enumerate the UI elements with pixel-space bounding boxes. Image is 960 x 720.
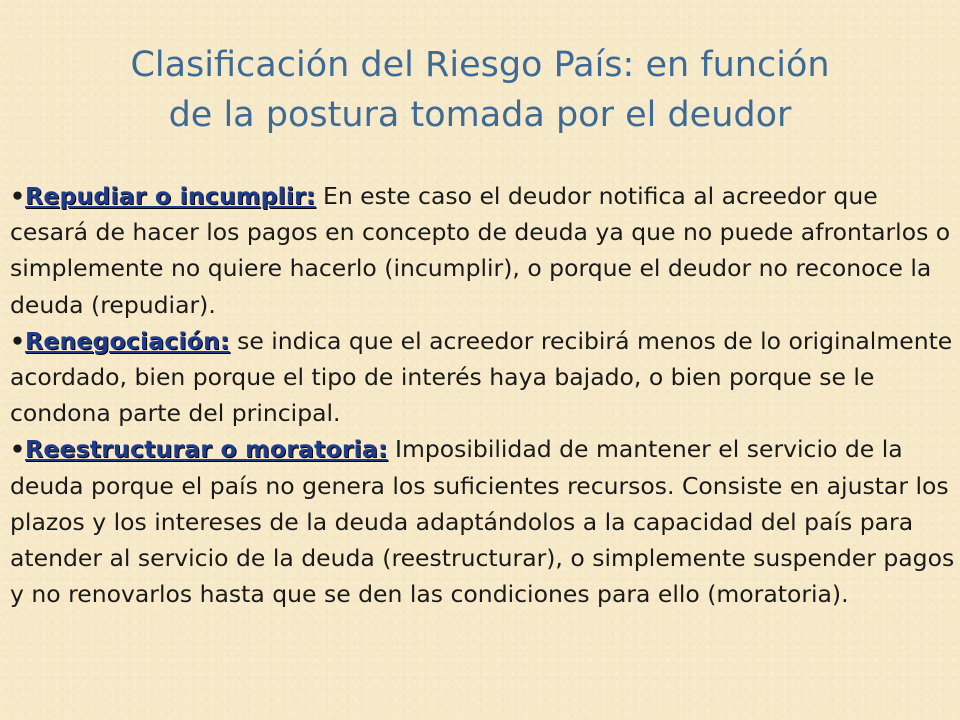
- term-reestructurar: Reestructurar o moratoria:: [25, 435, 388, 464]
- bullet-icon: •: [10, 182, 26, 210]
- bullet-item-repudiar: [10, 178, 955, 323]
- bullet-icon: •: [10, 326, 26, 355]
- bullet-item-reestructurar: [10, 431, 955, 612]
- slide-title: [40, 40, 920, 140]
- bullet-item-renegociacion: [10, 323, 955, 432]
- slide-body: [10, 178, 955, 612]
- title-line-1: Clasificación del Riesgo País: en función: [130, 45, 830, 85]
- description-renegociacion: se indica que el acreedor recibirá menos de lo originalmente acordado, bien porque el tipo de interés haya bajado, o bien porque se le condona parte del principal.: [10, 326, 953, 428]
- description-repudiar: En este caso el deudor notifica al acreedor que cesará de hacer los pagos en concepto de deuda ya que no puede afrontarlos o simplemente no quiere hacerlo (incumplir), o porque el deudor no reconoce la deuda (repudiar).: [10, 182, 951, 319]
- description-reestructurar: Imposibilidad de mantener el servicio de la deuda porque el país no genera los suficientes recursos. Consiste en ajustar los plazos y los intereses de la deuda adaptándolos a la capacidad del país para atender al servicio de la deuda (reestructurar), o simplemente suspender pagos y no renovarlos hasta que se den las condiciones para ello (moratoria).: [10, 435, 955, 609]
- term-repudiar: Repudiar o incumplir:: [25, 182, 316, 210]
- term-renegociacion: Renegociación:: [25, 326, 230, 355]
- bullet-icon: •: [10, 435, 26, 464]
- title-line-2: de la postura tomada por el deudor: [168, 95, 792, 135]
